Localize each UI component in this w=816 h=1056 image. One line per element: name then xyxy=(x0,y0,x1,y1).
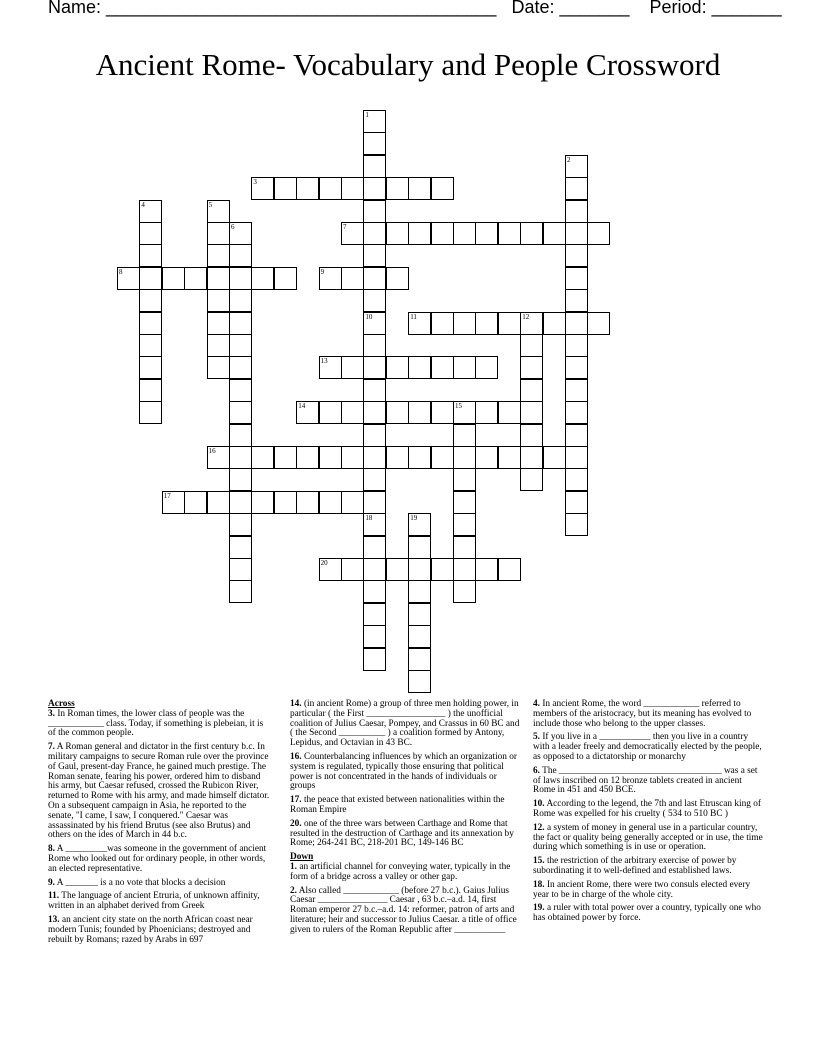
grid-cell[interactable] xyxy=(363,155,386,178)
grid-cell[interactable] xyxy=(565,401,588,424)
grid-cell[interactable] xyxy=(363,558,386,581)
grid-cell[interactable] xyxy=(475,356,498,379)
grid-cell[interactable] xyxy=(408,536,431,559)
grid-cell[interactable] xyxy=(274,446,297,469)
clue-number-12: 12 xyxy=(522,312,530,321)
clue-across-13: 13. an ancient city state on the north African coast near modern Tunis; founded by Phoenicians; destroyed and rebuilt by Romans; razed by Arabs in 697 xyxy=(48,914,253,945)
grid-cell[interactable] xyxy=(139,334,162,357)
clue-across-8: 8. A _________was someone in the government of ancient Rome who looked out for ordinary people, in other words, an elected representative. xyxy=(48,844,267,874)
grid-cell[interactable] xyxy=(565,513,588,536)
grid-cell[interactable] xyxy=(431,312,454,335)
clue-down-19: 19. a ruler with total power over a country, typically one who has obtained power by force. xyxy=(533,903,761,924)
clue-number-15: 15 xyxy=(455,402,462,411)
clue-number-13: 13 xyxy=(320,357,328,366)
grid-cell[interactable] xyxy=(453,491,476,514)
grid-cell[interactable] xyxy=(229,536,252,559)
grid-cell[interactable] xyxy=(565,424,588,447)
grid-cell[interactable] xyxy=(341,356,364,379)
grid-cell[interactable] xyxy=(207,356,230,379)
grid-cell[interactable] xyxy=(431,558,454,581)
grid-cell[interactable] xyxy=(408,222,431,245)
grid-cell[interactable] xyxy=(363,603,386,626)
grid-cell[interactable] xyxy=(341,401,364,424)
grid-cell[interactable] xyxy=(431,356,454,379)
grid-cell[interactable] xyxy=(184,267,207,290)
grid-cell[interactable] xyxy=(363,446,386,469)
grid-cell[interactable] xyxy=(408,356,431,379)
clue-across-16: 16. Counterbalancing influences by which an organization or system is regulated, typically those ensuring that political power is not concentrated in the hands of individuals or groups xyxy=(290,751,518,792)
grid-cell[interactable] xyxy=(520,222,543,245)
clues-column-3 xyxy=(533,700,765,928)
grid-cell[interactable] xyxy=(475,312,498,335)
grid-cell[interactable] xyxy=(520,401,543,424)
grid-cell[interactable] xyxy=(386,401,409,424)
grid-cell[interactable] xyxy=(520,468,543,491)
grid-cell[interactable] xyxy=(229,244,252,267)
clue-number-9: 9 xyxy=(320,267,325,276)
grid-cell[interactable] xyxy=(207,491,230,514)
grid-cell[interactable] xyxy=(363,648,386,671)
grid-cell[interactable] xyxy=(274,491,297,514)
grid-cell[interactable] xyxy=(565,468,588,491)
grid-cell[interactable] xyxy=(207,334,230,357)
grid-cell[interactable] xyxy=(408,177,431,200)
grid-cell[interactable] xyxy=(565,312,588,335)
grid-cell[interactable] xyxy=(319,491,342,514)
grid-cell[interactable] xyxy=(229,312,252,335)
grid-cell[interactable] xyxy=(565,200,588,223)
clue-number-2: 2 xyxy=(567,155,571,164)
grid-cell[interactable] xyxy=(453,312,476,335)
grid-cell[interactable] xyxy=(229,491,252,514)
grid-cell[interactable] xyxy=(139,267,162,290)
grid-cell[interactable] xyxy=(363,356,386,379)
clue-across-14: 14. (in ancient Rome) a group of three men holding power, in particular ( the First _________________ ) the unofficial coalition of Julius Caesar, Pompey, and Crassus in 60 BC and ( the Second __________ ) a coalition formed by Antony, Lepidus, and Octavian in 43 BC. xyxy=(290,699,520,749)
grid-cell[interactable] xyxy=(207,244,230,267)
grid-cell[interactable] xyxy=(543,222,566,245)
grid-cell[interactable] xyxy=(207,289,230,312)
grid-cell[interactable] xyxy=(565,356,588,379)
grid-cell[interactable] xyxy=(498,401,521,424)
grid-cell[interactable] xyxy=(565,177,588,200)
grid-cell[interactable] xyxy=(587,312,610,335)
grid-cell[interactable] xyxy=(296,491,319,514)
clue-across-9: 9. A _______ is a no vote that blocks a decision xyxy=(48,877,226,888)
grid-cell[interactable] xyxy=(139,379,162,402)
grid-cell[interactable] xyxy=(408,648,431,671)
grid-cell[interactable] xyxy=(453,424,476,447)
grid-cell[interactable] xyxy=(363,200,386,223)
page-title: Ancient Rome- Vocabulary and People Crossword xyxy=(95,47,721,82)
clue-number-10: 10 xyxy=(365,312,373,321)
grid-cell[interactable] xyxy=(565,289,588,312)
grid-cell[interactable] xyxy=(498,558,521,581)
grid-cell[interactable] xyxy=(565,446,588,469)
grid-cell[interactable] xyxy=(386,558,409,581)
grid-cell[interactable] xyxy=(363,536,386,559)
grid-cell[interactable] xyxy=(229,379,252,402)
clue-number-18: 18 xyxy=(365,514,373,523)
grid-cell[interactable] xyxy=(363,379,386,402)
clue-down-4: 4. In ancient Rome, the word ____________ referred to members of the aristocracy, but its meaning has evolved to include those who belong to the upper classes. xyxy=(533,699,752,729)
clue-down-15: 15. the restriction of the arbitrary exercise of power by subordinating it to well-defined and established laws. xyxy=(533,856,737,876)
clue-across-3: 3. In Roman times, the lower class of people was the ____________ class. Today, if something is plebeian, it is of the common people. xyxy=(48,708,264,739)
grid-cell[interactable] xyxy=(229,424,252,447)
grid-cell[interactable] xyxy=(520,334,543,357)
grid-cell[interactable] xyxy=(498,446,521,469)
name-date-period-line: Name: _______________________________________ Date: _______ Period: _______ xyxy=(48,0,782,17)
grid-cell[interactable] xyxy=(251,491,274,514)
grid-cell[interactable] xyxy=(229,513,252,536)
grid-cell[interactable] xyxy=(386,267,409,290)
grid-cell[interactable] xyxy=(408,580,431,603)
grid-cell[interactable] xyxy=(363,132,386,155)
clue-number-20: 20 xyxy=(320,559,328,567)
grid-cell[interactable] xyxy=(207,267,230,290)
grid-cell[interactable] xyxy=(543,312,566,335)
grid-cell[interactable] xyxy=(408,603,431,626)
grid-cell[interactable] xyxy=(341,446,364,469)
grid-cell[interactable] xyxy=(498,222,521,245)
grid-cell[interactable] xyxy=(139,222,162,245)
grid-cell[interactable] xyxy=(565,379,588,402)
grid-cell[interactable] xyxy=(565,334,588,357)
clue-down-18: 18. In ancient Rome, there were two consuls elected every year to be in charge of the whole city. xyxy=(533,879,751,900)
grid-cell[interactable] xyxy=(565,267,588,290)
across-heading: Across xyxy=(48,699,75,709)
grid-cell[interactable] xyxy=(498,312,521,335)
grid-cell[interactable] xyxy=(453,580,476,603)
grid-cell[interactable] xyxy=(341,491,364,514)
clues-column-2 xyxy=(290,700,520,940)
clue-down-12: 12. a system of money in general use in a particular country, the fact or quality being generally accepted or in use, the time during which something is in use or operation. xyxy=(533,822,763,853)
clue-down-1: 1. an artificial channel for conveying water, typically in the form of a bridge across a valley or other gap. xyxy=(290,861,511,882)
grid-cell[interactable] xyxy=(587,222,610,245)
grid-cell[interactable] xyxy=(139,289,162,312)
grid-cell[interactable] xyxy=(408,446,431,469)
grid-cell[interactable] xyxy=(475,401,498,424)
grid-cell[interactable] xyxy=(184,491,207,514)
grid-cell[interactable] xyxy=(139,244,162,267)
clue-number-8: 8 xyxy=(119,267,123,276)
grid-cell[interactable] xyxy=(274,267,297,290)
grid-cell[interactable] xyxy=(565,222,588,245)
grid-cell[interactable] xyxy=(341,267,364,290)
grid-cell[interactable] xyxy=(296,177,319,200)
grid-cell[interactable] xyxy=(520,446,543,469)
grid-cell[interactable] xyxy=(363,424,386,447)
grid-cell[interactable] xyxy=(453,222,476,245)
grid-cell[interactable] xyxy=(363,244,386,267)
grid-cell[interactable] xyxy=(408,401,431,424)
grid-cell[interactable] xyxy=(386,356,409,379)
grid-cell[interactable] xyxy=(363,401,386,424)
grid-cell[interactable] xyxy=(475,446,498,469)
clue-across-7: 7. A Roman general and dictator in the first century b.c. In military campaigns to secure Roman rule over the province of Gaul, present-day France, he gained much prestige. The Roman senate, fearing his power, ordered him to disband his army, but Caesar refused, crossed the Rubicon River, returned to Rome with his army, and made himself dictator. On a subsequent campaign in Asia, he reported to the senate, "I came, I saw, I conquered." Caesar was assassinated by his friend Brutus (see also Brutus) and others on the ides of March in 44 b.c. xyxy=(48,742,270,841)
clue-across-20: 20. one of the three wars between Carthage and Rome that resulted in the destruction of Carthage and its annexation by Rome; 264-241 BC, 218-201 BC, 149-146 BC xyxy=(290,818,514,849)
clue-number-7: 7 xyxy=(343,223,347,231)
grid-cell[interactable] xyxy=(341,558,364,581)
grid-cell[interactable] xyxy=(319,401,342,424)
grid-cell[interactable] xyxy=(453,536,476,559)
grid-cell[interactable] xyxy=(431,446,454,469)
grid-cell[interactable] xyxy=(453,513,476,536)
clue-number-17: 17 xyxy=(163,491,171,500)
grid-cell[interactable] xyxy=(520,424,543,447)
clues-column-1 xyxy=(48,700,270,949)
grid-cell[interactable] xyxy=(453,446,476,469)
clue-number-19: 19 xyxy=(410,514,418,523)
grid-cell[interactable] xyxy=(543,446,566,469)
grid-cell[interactable] xyxy=(207,222,230,245)
grid-cell[interactable] xyxy=(363,580,386,603)
grid-cell[interactable] xyxy=(453,558,476,581)
grid-cell[interactable] xyxy=(229,468,252,491)
clue-across-17: 17. the peace that existed between nationalities within the Roman Empire xyxy=(290,795,505,815)
grid-cell[interactable] xyxy=(319,177,342,200)
grid-cell[interactable] xyxy=(229,289,252,312)
grid-cell[interactable] xyxy=(408,625,431,648)
grid-cell[interactable] xyxy=(565,244,588,267)
grid-cell[interactable] xyxy=(520,379,543,402)
grid-cell[interactable] xyxy=(363,177,386,200)
grid-cell[interactable] xyxy=(453,468,476,491)
clue-number-1: 1 xyxy=(365,111,369,119)
grid-cell[interactable] xyxy=(229,446,252,469)
clue-number-11: 11 xyxy=(410,312,417,321)
clue-down-5: 5. If you live in a ___________ then you live in a country with a leader freely and democratically elected by the people, as opposed to a dictatorship or monarchy xyxy=(533,732,762,762)
grid-cell[interactable] xyxy=(139,312,162,335)
clue-number-3: 3 xyxy=(253,178,257,187)
clue-down-2: 2. Also called ____________ (before 27 b.c.). Gaius Julius Caesar _______________ Caesar , 63 b.c.–a.d. 14, first Roman emperor 27 b.c.–a.d. 14: reformer, patron of arts and literature; heir and successor to Julius Caesar. a title of office given to rulers of the Roman Republic after ___________ xyxy=(290,885,517,935)
clue-across-11: 11. The language of ancient Etruria, of unknown affinity, written in an alphabet derived from Greek xyxy=(48,891,260,912)
clue-number-16: 16 xyxy=(208,447,216,455)
grid-cell[interactable] xyxy=(363,491,386,514)
grid-cell[interactable] xyxy=(229,356,252,379)
clue-number-6: 6 xyxy=(231,223,235,231)
grid-cell[interactable] xyxy=(296,446,319,469)
grid-cell[interactable] xyxy=(363,267,386,290)
grid-cell[interactable] xyxy=(229,558,252,581)
grid-cell[interactable] xyxy=(363,289,386,312)
grid-cell[interactable] xyxy=(251,446,274,469)
grid-cell[interactable] xyxy=(319,446,342,469)
clue-down-10: 10. According to the legend, the 7th and last Etruscan king of Rome was expelled for his cruelty ( 534 to 510 BC ) xyxy=(533,799,761,819)
grid-cell[interactable] xyxy=(386,446,409,469)
grid-cell[interactable] xyxy=(565,491,588,514)
grid-cell[interactable] xyxy=(229,580,252,603)
grid-cell[interactable] xyxy=(341,177,364,200)
grid-cell[interactable] xyxy=(139,356,162,379)
clue-number-5: 5 xyxy=(208,200,213,209)
grid-cell[interactable] xyxy=(475,222,498,245)
grid-cell[interactable] xyxy=(207,312,230,335)
clue-number-14: 14 xyxy=(298,402,306,411)
grid-cell[interactable] xyxy=(453,356,476,379)
grid-cell[interactable] xyxy=(229,401,252,424)
grid-cell[interactable] xyxy=(431,222,454,245)
grid-cell[interactable] xyxy=(229,267,252,290)
clue-down-6: 6. The ___________________________________ was a set of laws inscribed on 12 bronze tablets created in ancient Rome in 451 and 450 BCE. xyxy=(533,765,758,796)
grid-cell[interactable] xyxy=(363,625,386,648)
grid-cell[interactable] xyxy=(408,558,431,581)
grid-cell[interactable] xyxy=(386,222,409,245)
grid-cell[interactable] xyxy=(251,267,274,290)
grid-cell[interactable] xyxy=(386,177,409,200)
grid-cell[interactable] xyxy=(363,222,386,245)
grid-cell[interactable] xyxy=(475,558,498,581)
grid-cell[interactable] xyxy=(431,177,454,200)
grid-cell[interactable] xyxy=(363,334,386,357)
clue-number-4: 4 xyxy=(141,200,145,209)
grid-cell[interactable] xyxy=(162,267,185,290)
grid-cell[interactable] xyxy=(274,177,297,200)
grid-cell[interactable] xyxy=(408,670,431,693)
grid-cell[interactable] xyxy=(431,401,454,424)
grid-cell[interactable] xyxy=(363,468,386,491)
grid-cell[interactable] xyxy=(520,356,543,379)
grid-cell[interactable] xyxy=(229,334,252,357)
grid-cell[interactable] xyxy=(139,401,162,424)
down-heading: Down xyxy=(290,852,314,863)
